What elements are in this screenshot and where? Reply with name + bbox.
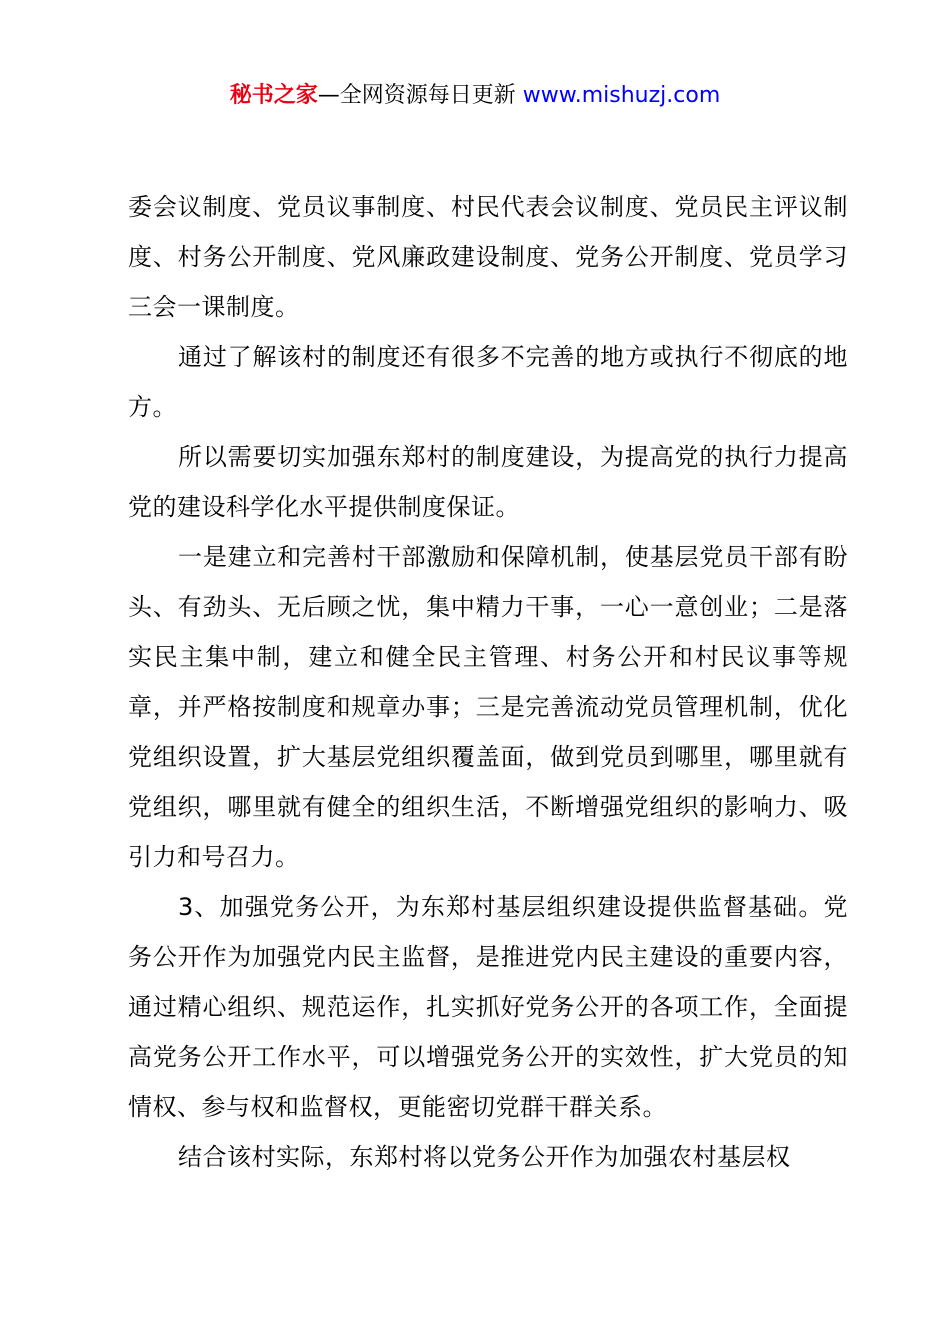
site-tagline: —全网资源每日更新 xyxy=(317,83,523,108)
paragraph: 一是建立和完善村干部激励和保障机制，使基层党员干部有盼头、有劲头、无后顾之忧，集中精力干事，一心一意创业；二是落实民主集中制，建立和健全民主管理、村务公开和村民议事等规章，并严格按制度和规章办事；三是完善流动党员管理机制，优化党组织设置，扩大基层党组织覆盖面，做到党员到哪里，哪里就有党组织，哪里就有健全的组织生活，不断增强党组织的影响力、吸引力和号召力。 xyxy=(128,543,848,871)
paragraph: 通过了解该村的制度还有很多不完善的地方或执行不彻底的地方。 xyxy=(128,343,848,421)
site-brand: 秘书之家 xyxy=(229,83,318,108)
site-url-link[interactable]: www.mishuzj.com xyxy=(522,83,721,108)
paragraph: 所以需要切实加强东郑村的制度建设，为提高党的执行力提高党的建设科学化水平提供制度保证。 xyxy=(128,443,848,521)
page-header xyxy=(0,80,950,112)
paragraph: 3、加强党务公开，为东郑村基层组织建设提供监督基础。党务公开作为加强党内民主监督，是推进党内民主建设的重要内容，通过精心组织、规范运作，扎实抓好党务公开的各项工作，全面提高党务公开工作水平，可以增强党务公开的实效性，扩大党员的知情权、参与权和监督权，更能密切党群干群关系。 xyxy=(128,893,848,1121)
document-body xyxy=(128,182,848,1182)
paragraph-continued: 委会议制度、党员议事制度、村民代表会议制度、党员民主评议制度、村务公开制度、党风廉政建设制度、党务公开制度、党员学习三会一课制度。 xyxy=(128,193,848,321)
paragraph: 结合该村实际，东郑村将以党务公开作为加强农村基层权 xyxy=(178,1143,791,1171)
